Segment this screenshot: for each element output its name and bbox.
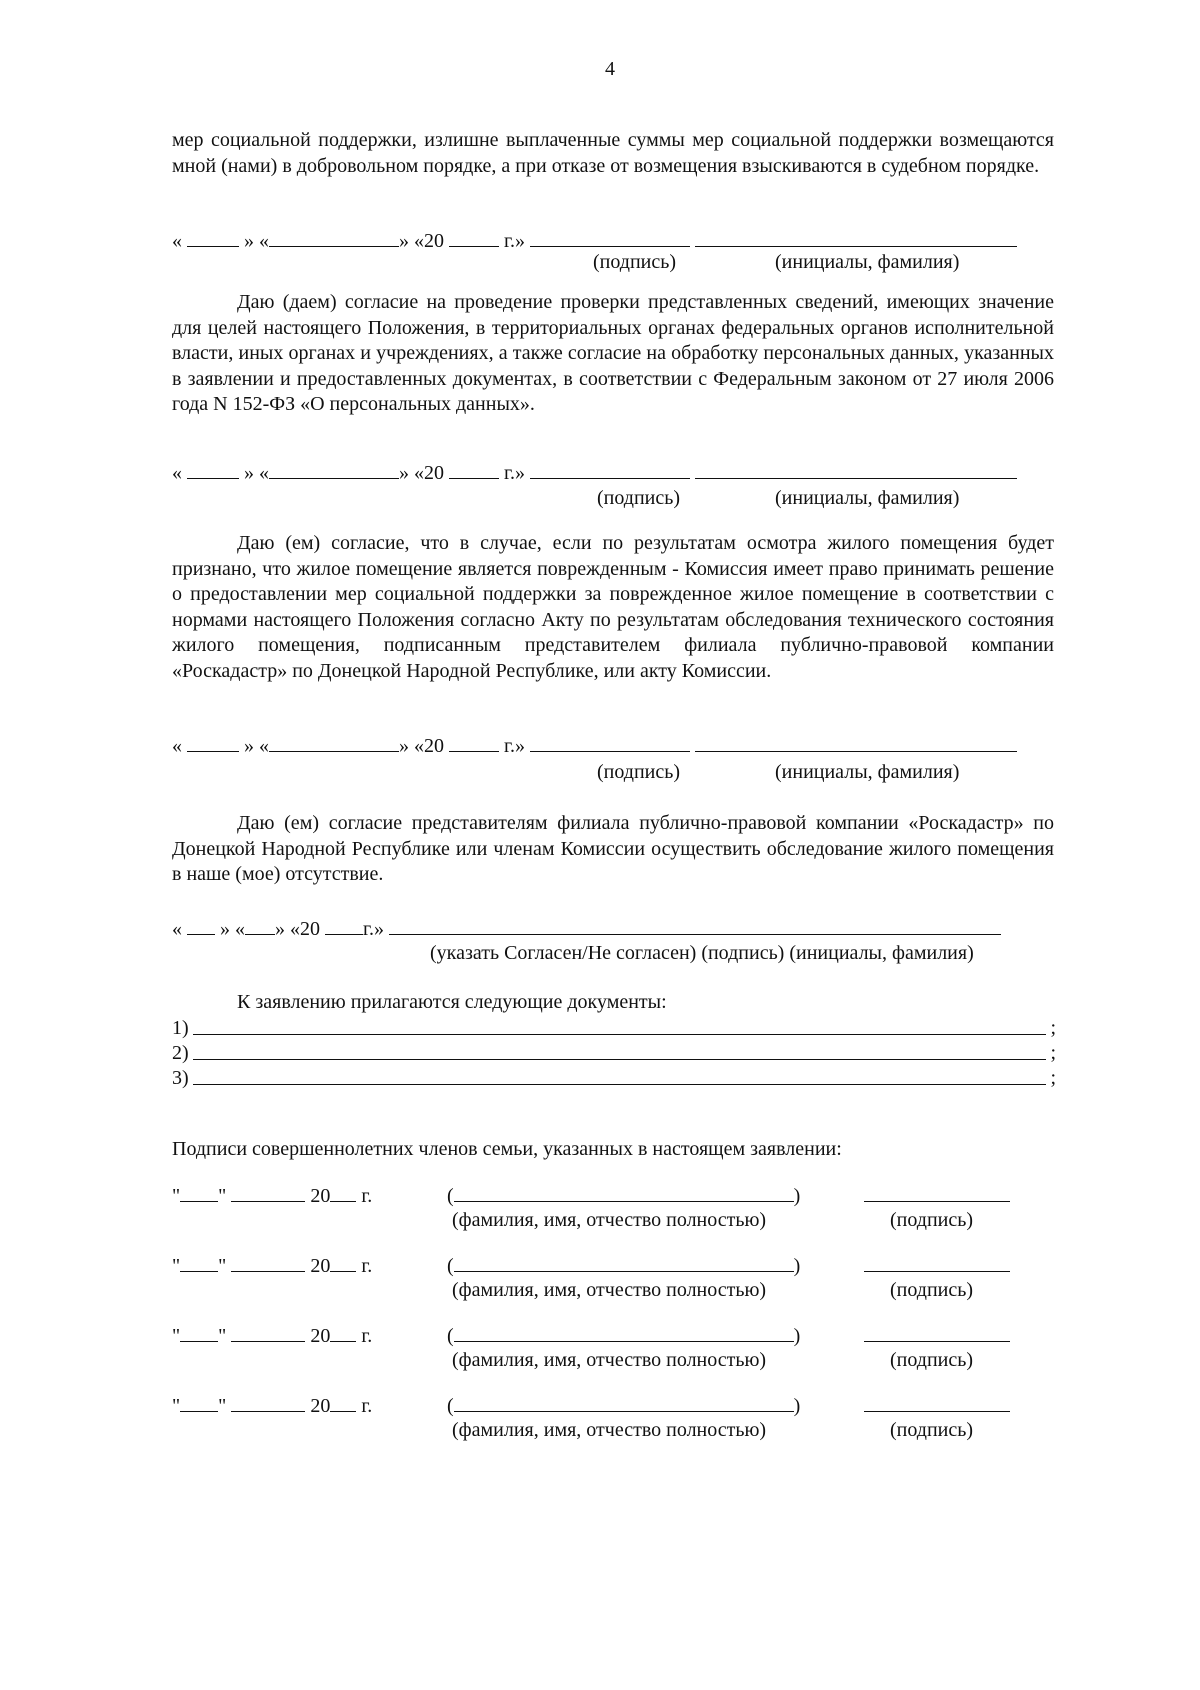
fio-caption: (фамилия, имя, отчество полностью) xyxy=(452,1279,767,1301)
item-number: 3) xyxy=(172,1067,189,1089)
caption-agree: (указать Согласен/Не согласен) (подпись) (инициалы, фамилия) xyxy=(430,942,974,964)
year-suffix: г. xyxy=(361,1395,373,1417)
year-blank[interactable] xyxy=(330,1323,356,1342)
quote-open: « xyxy=(172,230,182,252)
month-blank[interactable] xyxy=(245,916,275,935)
month-blank[interactable] xyxy=(231,1323,305,1342)
item-number: 1) xyxy=(172,1017,189,1039)
fio-blank[interactable] xyxy=(454,1253,794,1272)
year-blank[interactable] xyxy=(330,1183,356,1202)
family-signatures-heading: Подписи совершеннолетних членов семьи, указанных в настоящем заявлении: xyxy=(172,1138,842,1160)
year-prefix: 20 xyxy=(310,1185,331,1207)
day-blank[interactable] xyxy=(187,228,239,247)
initials-blank[interactable] xyxy=(695,460,1017,479)
sign-caption: (подпись) xyxy=(890,1419,974,1441)
year-prefix: » «20 xyxy=(399,735,444,757)
quote-mid: » « xyxy=(244,462,269,484)
year-suffix: г.» xyxy=(363,918,384,940)
quote-open: " xyxy=(172,1255,181,1277)
sign-caption: (подпись) xyxy=(890,1279,974,1301)
paren-open: ( xyxy=(447,1325,454,1347)
initials-blank[interactable] xyxy=(695,733,1017,752)
year-suffix: г. xyxy=(361,1255,373,1277)
documents-heading: К заявлению прилагаются следующие документы: xyxy=(237,991,667,1013)
quote-close: " xyxy=(218,1325,227,1347)
fio-blank[interactable] xyxy=(454,1183,794,1202)
caption-signature: (подпись) xyxy=(597,487,681,509)
quote-mid: » « xyxy=(244,230,269,252)
day-blank[interactable] xyxy=(187,460,239,479)
sign-blank[interactable] xyxy=(864,1393,1010,1412)
sign-blank[interactable] xyxy=(864,1253,1010,1272)
day-blank[interactable] xyxy=(187,916,215,935)
year-suffix: г. xyxy=(361,1325,373,1347)
item-number: 2) xyxy=(172,1042,189,1064)
fio-blank[interactable] xyxy=(454,1393,794,1412)
page-number: 4 xyxy=(605,58,615,80)
initials-blank[interactable] xyxy=(695,228,1017,247)
quote-close: " xyxy=(218,1185,227,1207)
quote-open: " xyxy=(172,1395,181,1417)
paren-close: ) xyxy=(793,1255,801,1277)
quote-open: « xyxy=(172,918,182,940)
paren-close: ) xyxy=(793,1185,801,1207)
sign-field xyxy=(864,1393,1010,1418)
sign-blank[interactable] xyxy=(864,1323,1010,1342)
paragraph-consent-verification: Даю (даем) согласие на проведение проверки представленных сведений, имеющих значение для целей настоящего Положения, в территориальных органах федеральных органов исполнительной власти, иных органах и учреждениях, а также согласие на обработку персональных данных, указанных в заявлении и предоставленных документах, в соответствии с Федеральным законом от 27 июля 2006 года N 152-ФЗ «О персональных данных». xyxy=(172,291,1054,415)
day-blank[interactable] xyxy=(187,733,239,752)
fio-blank[interactable] xyxy=(454,1323,794,1342)
fio-field xyxy=(447,1183,800,1208)
year-blank[interactable] xyxy=(449,228,499,247)
quote-mid: » « xyxy=(220,918,245,940)
paragraph-consent-commission: Даю (ем) согласие, что в случае, если по результатам осмотра жилого помещения будет признано, что жилое помещение является поврежденным - Комиссия имеет право принимать решение о предоставлении мер социальной поддержки за поврежденное жилое помещение в соответствии с нормами настоящего Положения согласно Акту по результатам обследования технического состояния жилого помещения, подписанным представителем филиала публично-правовой компании «Роскадастр» по Донецкой Народной Республике, или акту Комиссии. xyxy=(172,532,1054,682)
paren-open: ( xyxy=(447,1185,454,1207)
paren-close: ) xyxy=(793,1395,801,1417)
quote-open: " xyxy=(172,1185,181,1207)
signature-blank[interactable] xyxy=(530,733,690,752)
date-agree-line xyxy=(172,916,1001,941)
year-blank[interactable] xyxy=(330,1393,356,1412)
quote-open: « xyxy=(172,735,182,757)
month-blank[interactable] xyxy=(269,228,399,247)
caption-signature: (подпись) xyxy=(593,251,677,273)
year-blank[interactable] xyxy=(449,460,499,479)
year-prefix: » «20 xyxy=(399,462,444,484)
year-suffix: г.» xyxy=(504,462,525,484)
quote-mid: » « xyxy=(244,735,269,757)
caption-initials: (инициалы, фамилия) xyxy=(775,487,960,509)
date-signature-line-3 xyxy=(172,733,1017,758)
document-item-2 xyxy=(172,1041,1056,1065)
year-blank[interactable] xyxy=(325,916,363,935)
quote-close: " xyxy=(218,1255,227,1277)
paren-open: ( xyxy=(447,1395,454,1417)
fio-field xyxy=(447,1253,800,1278)
semicolon: ; xyxy=(1050,1067,1056,1089)
quote-open: « xyxy=(172,462,182,484)
caption-signature: (подпись) xyxy=(597,761,681,783)
paragraph-refund: мер социальной поддержки, излишне выплаченные суммы мер социальной поддержки возмещаются мной (нами) в добровольном порядке, а при отказе от возмещения взыскиваются в судебном порядке. xyxy=(172,129,1054,177)
fio-field xyxy=(447,1393,800,1418)
fio-caption: (фамилия, имя, отчество полностью) xyxy=(452,1349,767,1371)
day-blank[interactable] xyxy=(180,1393,218,1412)
fio-caption: (фамилия, имя, отчество полностью) xyxy=(452,1209,767,1231)
paren-open: ( xyxy=(447,1255,454,1277)
year-suffix: г. xyxy=(361,1185,373,1207)
signature-blank[interactable] xyxy=(530,460,690,479)
year-blank[interactable] xyxy=(449,733,499,752)
caption-initials: (инициалы, фамилия) xyxy=(775,761,960,783)
document-blank[interactable] xyxy=(193,1066,1047,1085)
fio-field xyxy=(447,1323,800,1348)
sign-caption: (подпись) xyxy=(890,1349,974,1371)
semicolon: ; xyxy=(1050,1017,1056,1039)
year-prefix: » «20 xyxy=(399,230,444,252)
family-date xyxy=(172,1183,372,1208)
caption-initials: (инициалы, фамилия) xyxy=(775,251,960,273)
paragraph-consent-inspection: Даю (ем) согласие представителям филиала публично-правовой компании «Роскадастр» по Донецкой Народной Республике или членам Комиссии осуществить обследование жилого помещения в наше (мое) отсутствие. xyxy=(172,812,1054,885)
family-date xyxy=(172,1323,372,1348)
year-blank[interactable] xyxy=(330,1253,356,1272)
sign-caption: (подпись) xyxy=(890,1209,974,1231)
agree-blank[interactable] xyxy=(389,916,1001,935)
day-blank[interactable] xyxy=(180,1323,218,1342)
document-blank[interactable] xyxy=(193,1016,1047,1035)
family-date xyxy=(172,1253,372,1278)
month-blank[interactable] xyxy=(231,1183,305,1202)
day-blank[interactable] xyxy=(180,1183,218,1202)
date-signature-line-2 xyxy=(172,460,1017,485)
month-blank[interactable] xyxy=(231,1393,305,1412)
document-item-3 xyxy=(172,1066,1056,1090)
sign-field xyxy=(864,1323,1010,1348)
paren-close: ) xyxy=(793,1325,801,1347)
sign-blank[interactable] xyxy=(864,1183,1010,1202)
sign-field xyxy=(864,1183,1010,1208)
quote-close: " xyxy=(218,1395,227,1417)
signature-blank[interactable] xyxy=(530,228,690,247)
month-blank[interactable] xyxy=(269,733,399,752)
month-blank[interactable] xyxy=(231,1253,305,1272)
document-item-1 xyxy=(172,1016,1056,1040)
document-blank[interactable] xyxy=(193,1041,1047,1060)
fio-caption: (фамилия, имя, отчество полностью) xyxy=(452,1419,767,1441)
year-prefix: 20 xyxy=(310,1395,331,1417)
year-suffix: г.» xyxy=(504,230,525,252)
month-blank[interactable] xyxy=(269,460,399,479)
year-prefix: 20 xyxy=(310,1255,331,1277)
semicolon: ; xyxy=(1050,1042,1056,1064)
year-prefix: » «20 xyxy=(275,918,320,940)
year-suffix: г.» xyxy=(504,735,525,757)
year-prefix: 20 xyxy=(310,1325,331,1347)
day-blank[interactable] xyxy=(180,1253,218,1272)
quote-open: " xyxy=(172,1325,181,1347)
sign-field xyxy=(864,1253,1010,1278)
family-date xyxy=(172,1393,372,1418)
